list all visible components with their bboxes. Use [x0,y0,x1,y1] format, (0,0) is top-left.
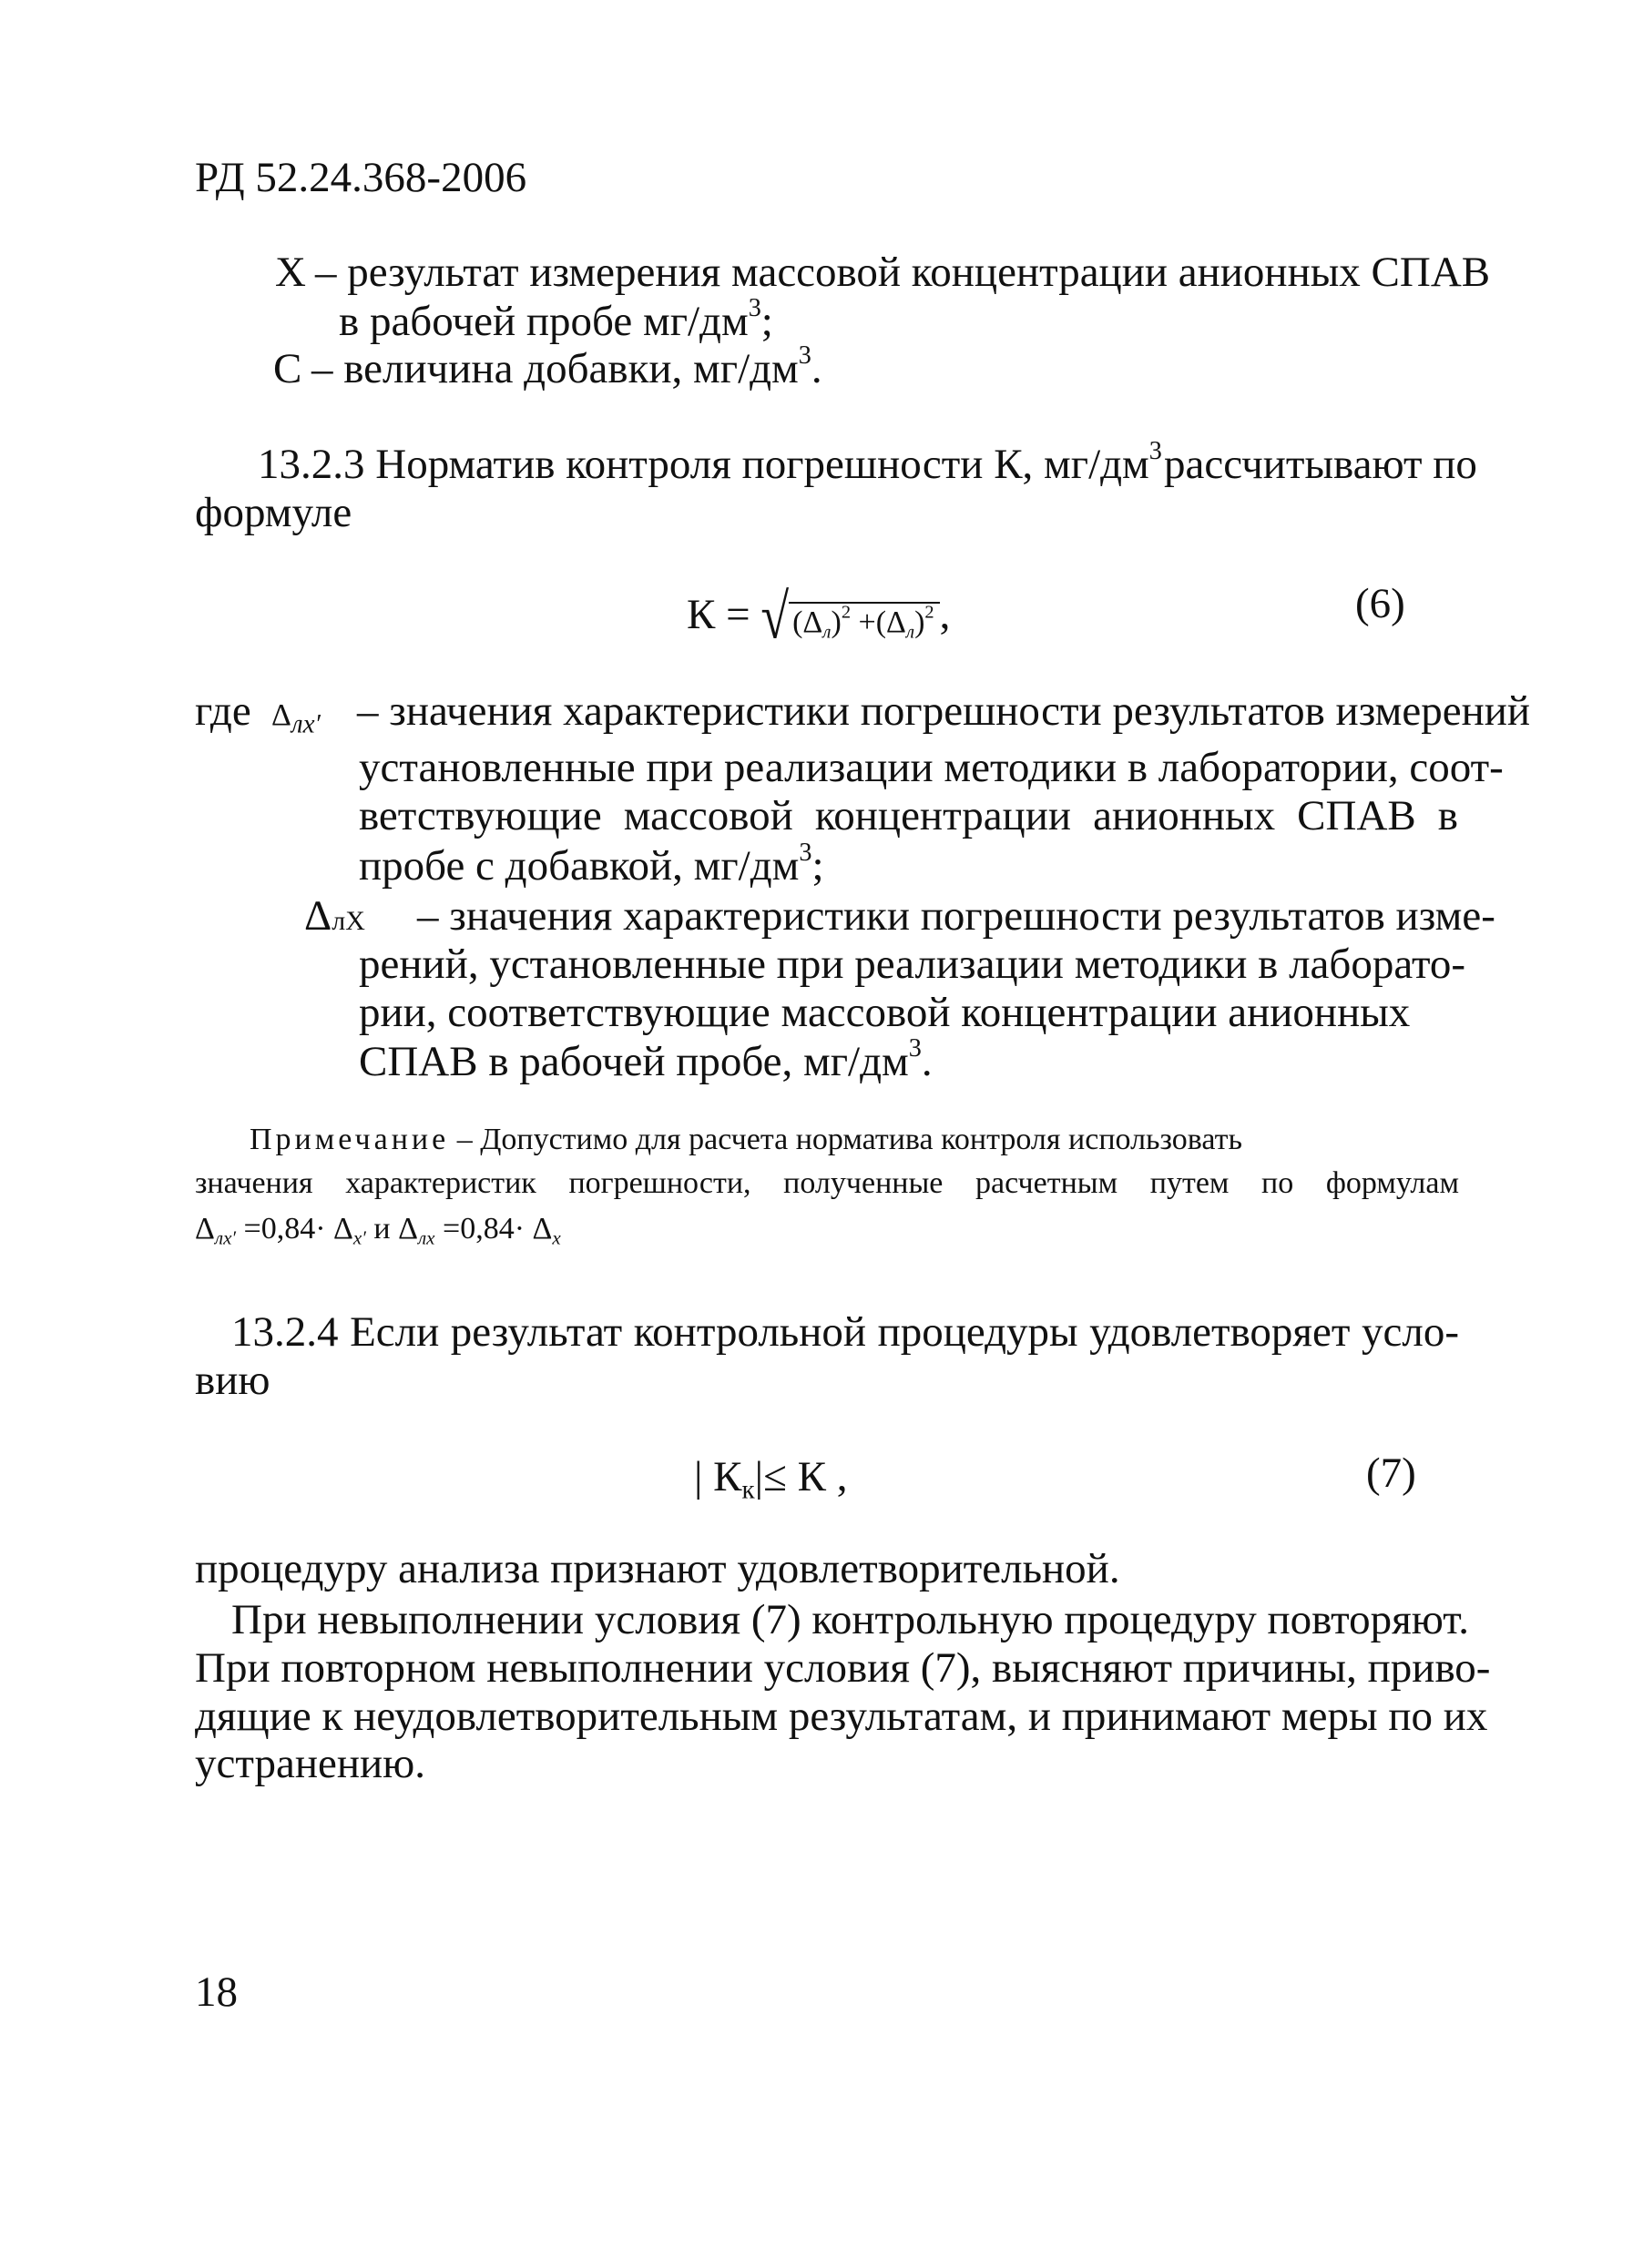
delta1-line-b: ветствующие массовой концентрации анионных СПАВ в [359,792,1458,839]
delta2-line-c: СПАВ в рабочей пробе, $мг/дм^3$. [359,1033,933,1085]
section-1323-line2: формуле [195,489,352,536]
def-x-symbol: X [275,249,306,296]
sqrt-sign: √ [760,582,790,653]
delta1-text: – значения характеристики погрешности результатов измерений [357,687,1531,735]
delta2-line-a: рений, установленные при реализации методики в лаборато- [359,941,1466,988]
page-number: 18 [195,1968,238,2016]
note-label: Примечание [250,1123,450,1156]
closing-line1: При невыполнении условия (7) контрольную процедуру повторяют. [231,1596,1469,1643]
def-c-symbol: С [273,345,302,392]
def-x-text-cont: в рабочей пробе $мг/дм^3$; [339,293,773,345]
delta2-text: – значения характеристики погрешности результатов изме- [417,892,1495,940]
delta1-line-c: пробе с добавкой, $мг/дм^3$; [359,838,824,890]
formula-radicand: $(\Delta_л)^2 +(\Delta_л)^2$ [789,602,940,639]
note-formulas: $\Delta_{лx'} =0,84\cdot \Delta_{x'}$ и $\Delta_{лx} =0,84\cdot \Delta_x$ [195,1212,561,1249]
section-1324-line1: 13.2.4 Если результат контрольной процедуры удовлетворяет усло- [231,1308,1459,1356]
section-1323-line1: 13.2.3 Норматив контроля погрешности К, $мг/дм^3$ [258,436,1162,488]
delta-lx: ΔлX [304,892,365,940]
delta-lx-prime: $\Delta_{лx'}$ [271,698,321,739]
closing-line3: дящие к неудовлетворительным результатам, и принимают меры по их [195,1693,1488,1740]
def-x-text: – результат измерения массовой концентрации анионных СПАВ [315,249,1491,296]
note-line1: Примечание – Допустимо для расчета норматива контроля использовать [250,1123,1242,1156]
section-1324-after: процедуру анализа признают удовлетворительной. [195,1545,1120,1592]
formula-7: | $К_к|\le К$ , [694,1453,848,1505]
formula-6-number: (6) [1355,580,1405,627]
section-1323-line1-end: рассчитывают по [1164,441,1477,488]
formula-6: К = √ $(\Delta_л)^2 +(\Delta_л)^2$ , [687,582,951,653]
document-code: РД 52.24.368-2006 [195,154,527,201]
closing-line2: При повторном невыполнении условия (7), выясняют причины, приво- [195,1644,1491,1692]
closing-line4: устранению. [195,1740,426,1787]
note-line2: значения характеристик погрешности, полученные расчетным путем по формулам [195,1166,1459,1200]
delta1-line-a: установленные при реализации методики в лаборатории, соот- [359,744,1504,791]
def-c-text: – величина добавки, $мг/дм^3$. [311,341,822,392]
delta2-line-b: рии, соответствующие массовой концентрации анионных [359,989,1411,1036]
section-1324-line2: вию [195,1357,270,1404]
where-label: где [195,687,251,735]
formula-7-number: (7) [1366,1449,1416,1497]
